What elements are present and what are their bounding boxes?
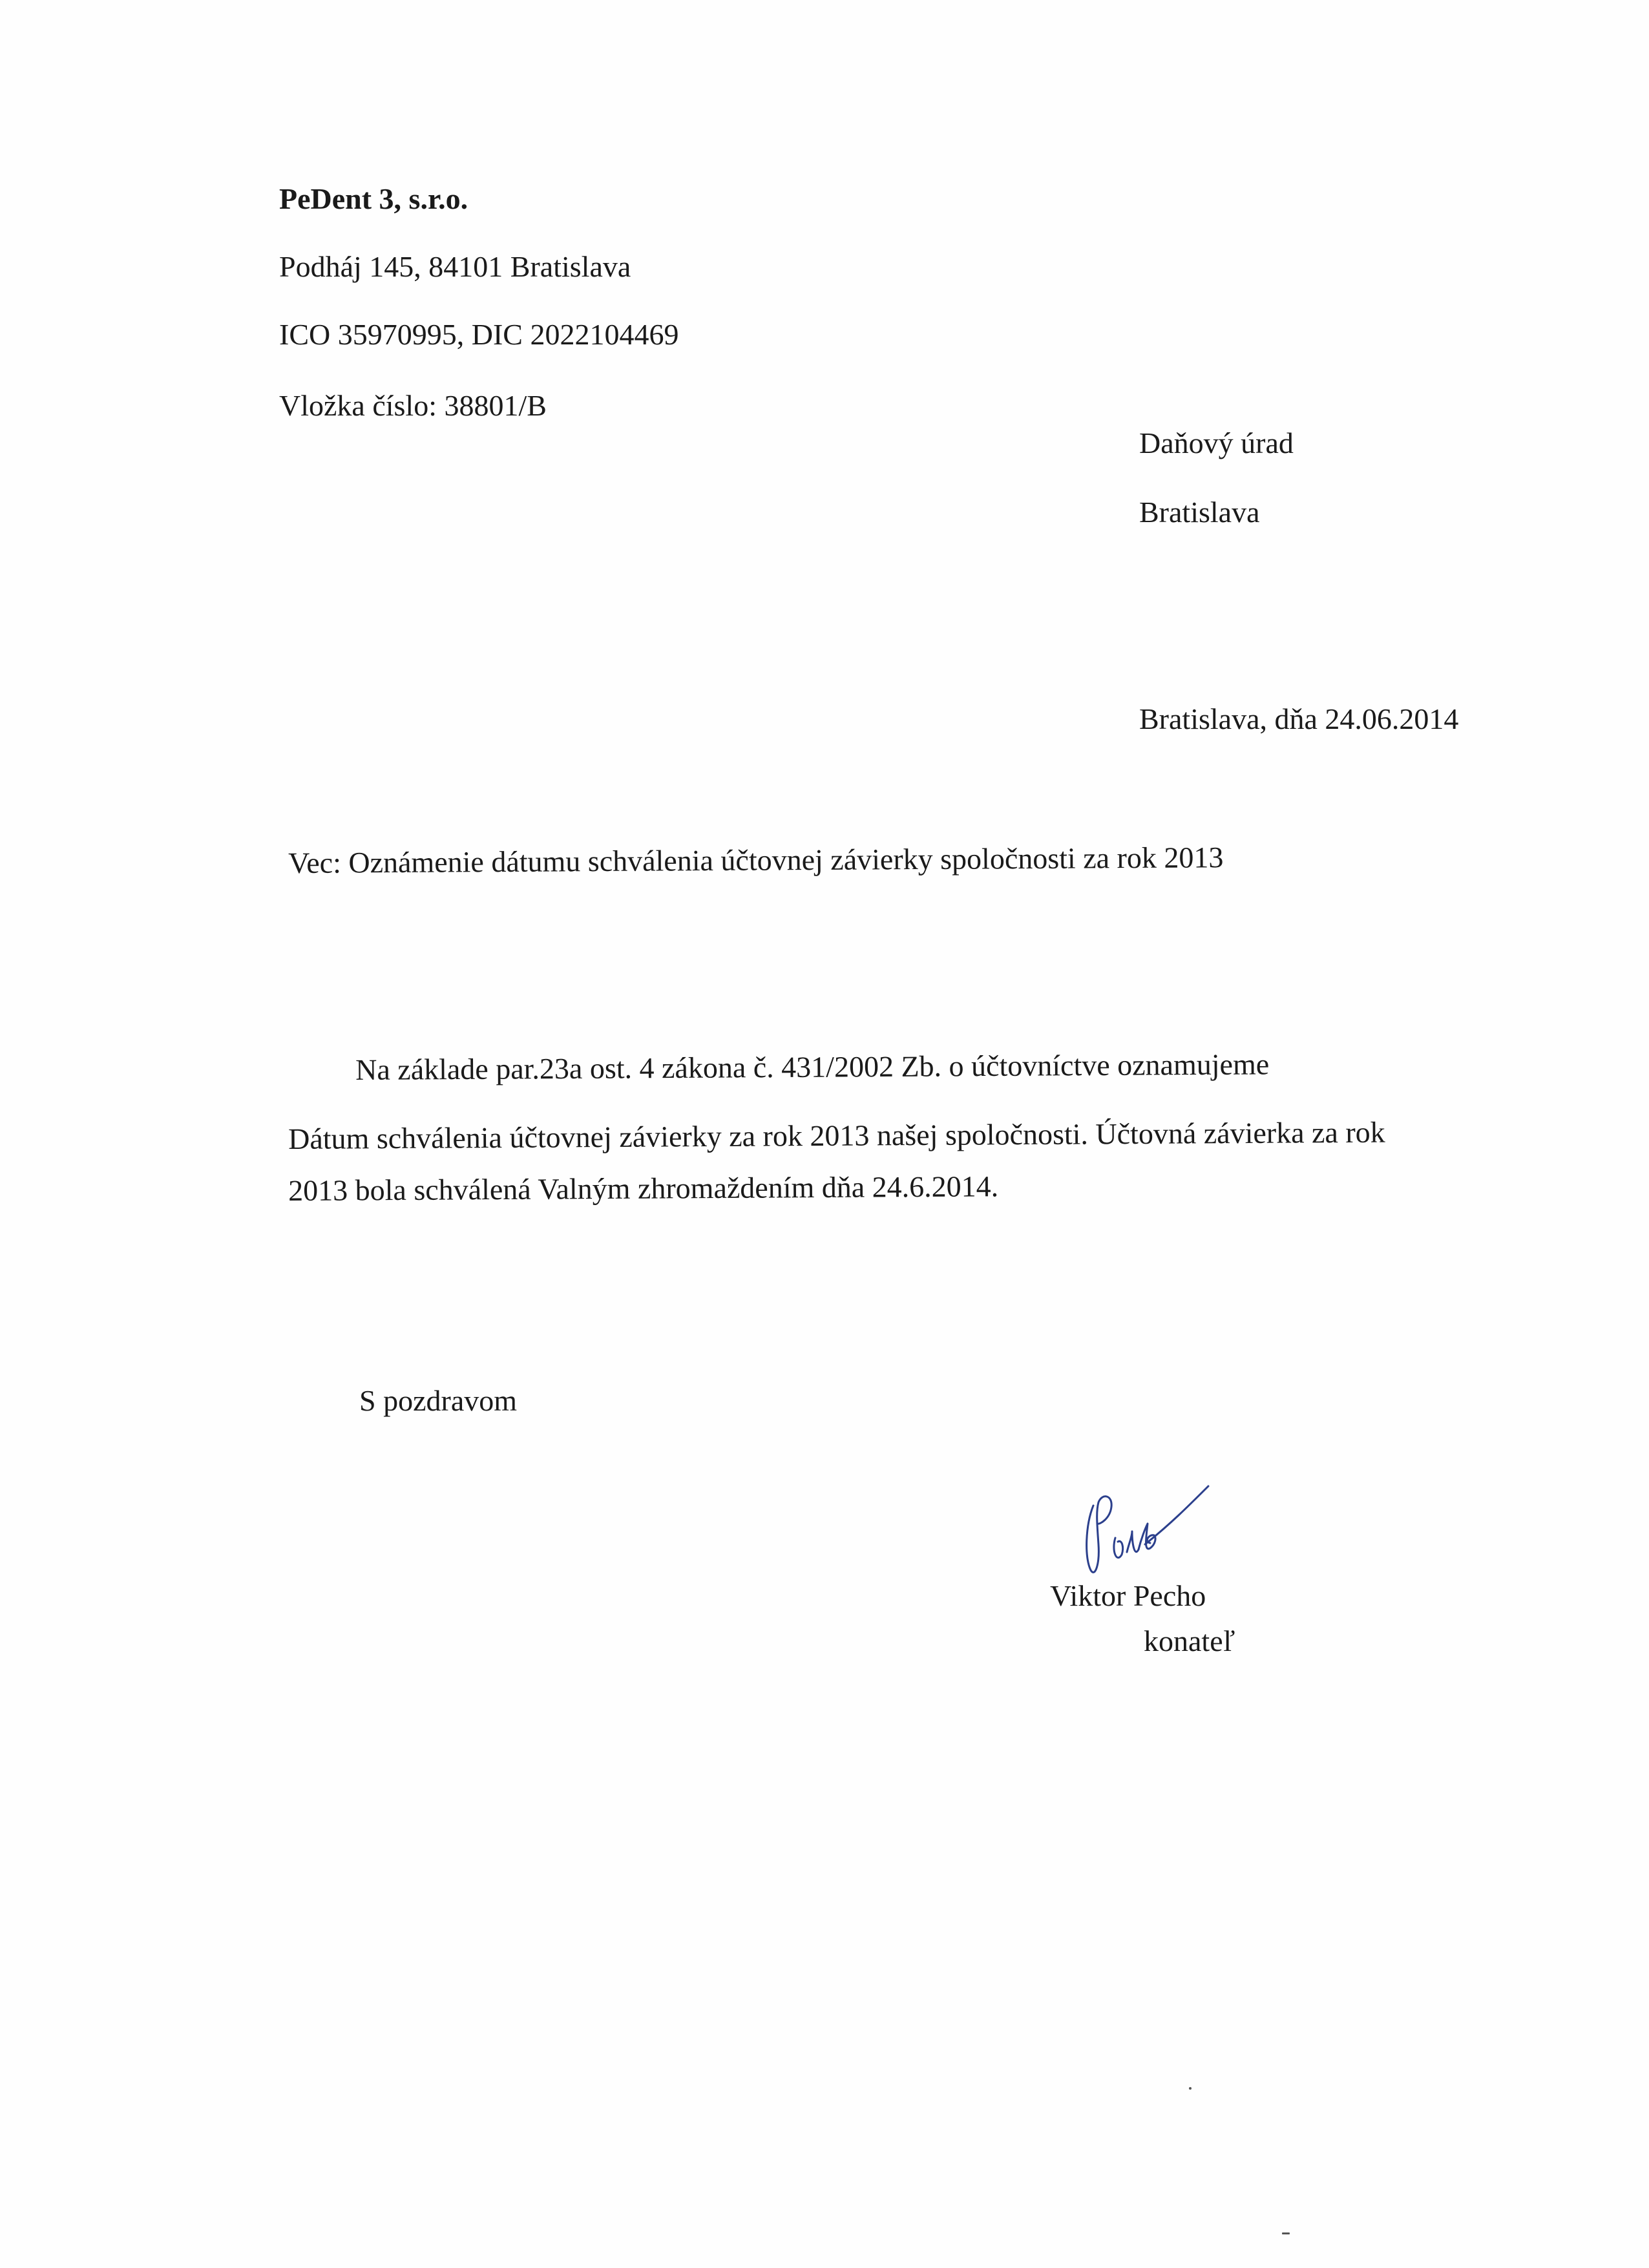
scan-speck bbox=[1282, 2232, 1290, 2234]
sender-tax-ids: ICO 35970995, DIC 2022104469 bbox=[279, 318, 679, 351]
signatory-name: Viktor Pecho bbox=[1050, 1579, 1206, 1612]
sender-company-name: PeDent 3, s.r.o. bbox=[279, 182, 468, 215]
scan-speck bbox=[1189, 2087, 1192, 2090]
recipient-office: Daňový úrad bbox=[1139, 426, 1294, 459]
body-paragraph-line-2: Dátum schválenia účtovnej závierky za rok 2013 našej spoločnosti. Účtovná závierka za rok bbox=[288, 1115, 1385, 1155]
closing-salutation: S pozdravom bbox=[359, 1384, 518, 1417]
handwritten-signature bbox=[1060, 1467, 1215, 1583]
signatory-role: konateľ bbox=[1144, 1624, 1235, 1657]
place-and-date: Bratislava, dňa 24.06.2014 bbox=[1139, 702, 1459, 735]
sender-address: Podháj 145, 84101 Bratislava bbox=[279, 250, 631, 283]
sender-registration: Vložka číslo: 38801/B bbox=[279, 389, 547, 422]
body-paragraph-line-1: Na základe par.23a ost. 4 zákona č. 431/2002 Zb. o účtovníctve oznamujeme bbox=[355, 1047, 1270, 1086]
recipient-city: Bratislava bbox=[1139, 496, 1260, 529]
body-paragraph-line-3: 2013 bola schválená Valným zhromaždením dňa 24.6.2014. bbox=[288, 1170, 999, 1207]
letter-subject: Vec: Oznámenie dátumu schválenia účtovnej závierky spoločnosti za rok 2013 bbox=[288, 841, 1224, 879]
